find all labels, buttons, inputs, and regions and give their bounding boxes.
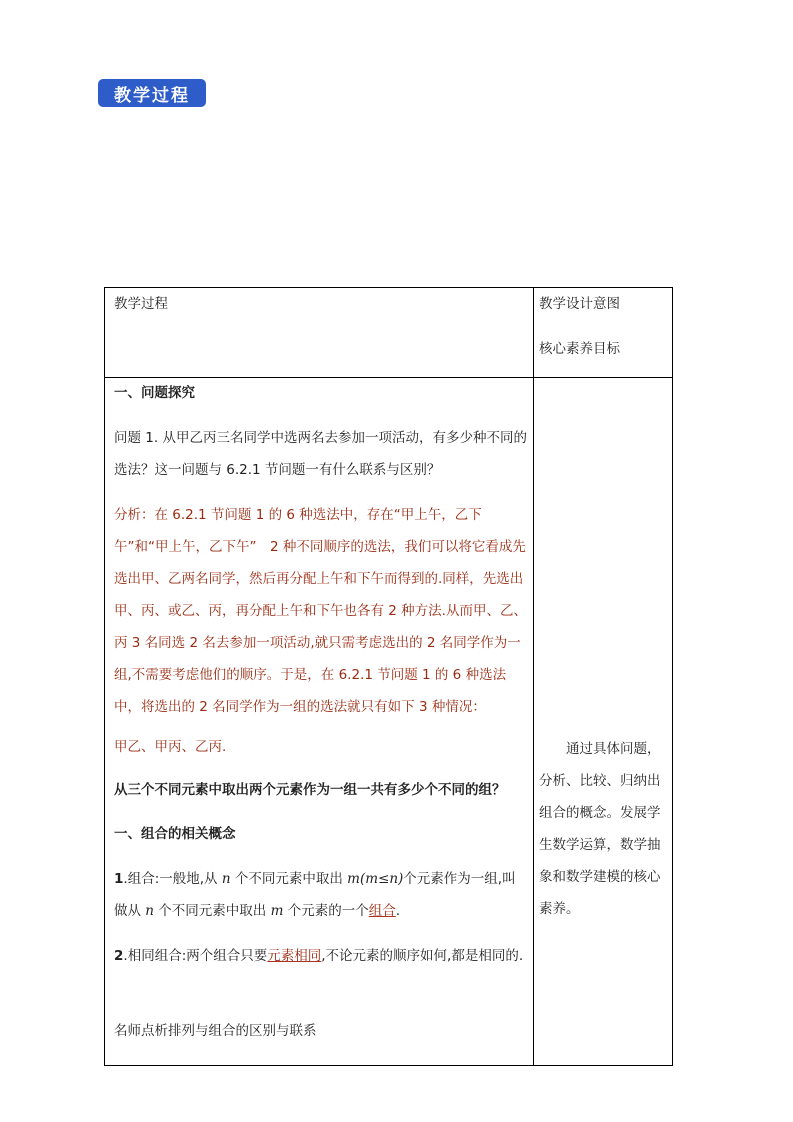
design-intent-note: 通过具体问题，分析、比较、归纳出组合的概念。发展学生数学运算，数学抽象和数学建模的核心素养。 bbox=[539, 741, 661, 917]
section-badge: 教学过程 bbox=[98, 79, 206, 107]
column-divider bbox=[533, 288, 534, 1065]
term-combination: 组合 bbox=[368, 903, 396, 919]
lesson-table bbox=[104, 287, 673, 1066]
answer-combinations: 甲乙、甲丙、乙丙. bbox=[114, 739, 227, 755]
section2-title: 一、组合的相关概念 bbox=[114, 826, 236, 842]
teacher-note-line: 名师点析排列与组合的区别与联系 bbox=[114, 1023, 317, 1039]
section1-title: 一、问题探究 bbox=[114, 385, 195, 401]
definition-combination: 1.组合:一般地,从 n 个不同元素中取出 m(m≤n)个元素作为一组,叫做从 n 个不同元素中取出 m 个元素的一个组合. bbox=[114, 871, 516, 919]
header-core-literacy: 核心素养目标 bbox=[539, 341, 620, 357]
header-design-intent: 教学设计意图 bbox=[539, 296, 620, 312]
analysis-paragraph: 分析：在 6.2.1 节问题 1 的 6 种选法中，存在“甲上午，乙下午”和“甲上午，乙下午” 2 种不同顺序的选法，我们可以将它看成先选出甲、乙两名同学，然后再分配上午和下午而得到的.同样，先选出甲、丙、或乙、丙，再分配上午和下午也各有 2 种方法.从而甲、乙、丙 3 名同选 2 名去参加一项活动,就只需考虑选出的 2 名同学作为一组,不需要考虑他们的顺序。于是，在 6.2.1 节问题 1 的 6 种选法中，将选出的 2 名同学作为一组的选法就只有如下 3 种情况： bbox=[114, 507, 527, 715]
definition-same-combination: 2.相同组合:两个组合只要元素相同,不论元素的顺序如何,都是相同的. bbox=[114, 948, 524, 964]
question-bold: 从三个不同元素中取出两个元素作为一组一共有多少个不同的组？ bbox=[114, 782, 506, 798]
question-1: 问题 1. 从甲乙丙三名同学中选两名去参加一项活动，有多少种不同的选法？这一问题与 6.2.1 节问题一有什么联系与区别？ bbox=[114, 430, 527, 478]
header-teaching-process: 教学过程 bbox=[114, 296, 168, 312]
term-same-elements: 元素相同 bbox=[267, 948, 322, 964]
